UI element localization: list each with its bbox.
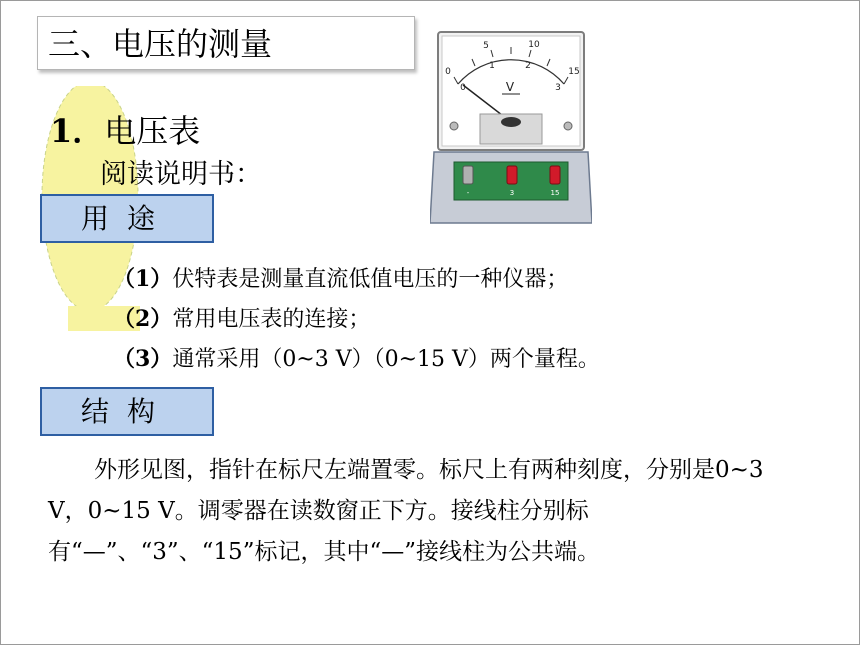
usage-item: （3）通常采用（0~3 V）（0~15 V）两个量程。 [113,346,600,372]
scale15-10: 10 [528,40,540,50]
terminal-3: 3 [509,189,515,197]
scale3-2: 2 [525,61,531,71]
scale15-15: 15 [568,67,580,77]
scale3-1: 1 [489,61,495,71]
structure-paragraph: 外形见图，指针在标尺左端置零。标尺上有两种刻度，分别是0~3 V，0~15 V。调零器在读数窗正下方。接线柱分别标有“—”、“3”、“15”标记，其中“—”接线柱为公共端。 [48,457,764,565]
subheading: 阅读说明书： [100,159,262,190]
heading-number: 1． [50,112,105,150]
usage-label: 用途 [40,194,214,243]
terminal-common: - [466,189,470,197]
slide-title: 三、电压的测量 [37,16,415,70]
terminal-15: 15 [550,189,560,197]
heading-text: 电压表 [104,112,201,150]
structure-label: 结构 [40,387,214,436]
scale15-0: 0 [445,67,451,77]
unit-label: V [505,80,515,94]
scale15-5: 5 [483,41,489,51]
usage-item: （1）伏特表是测量直流低值电压的一种仪器； [113,266,569,292]
section-heading [50,106,200,152]
scale3-0: 0 [460,83,466,93]
usage-item: （2）常用电压表的连接； [113,306,371,332]
voltmeter-image [430,28,592,233]
scale3-3: 3 [555,83,561,93]
